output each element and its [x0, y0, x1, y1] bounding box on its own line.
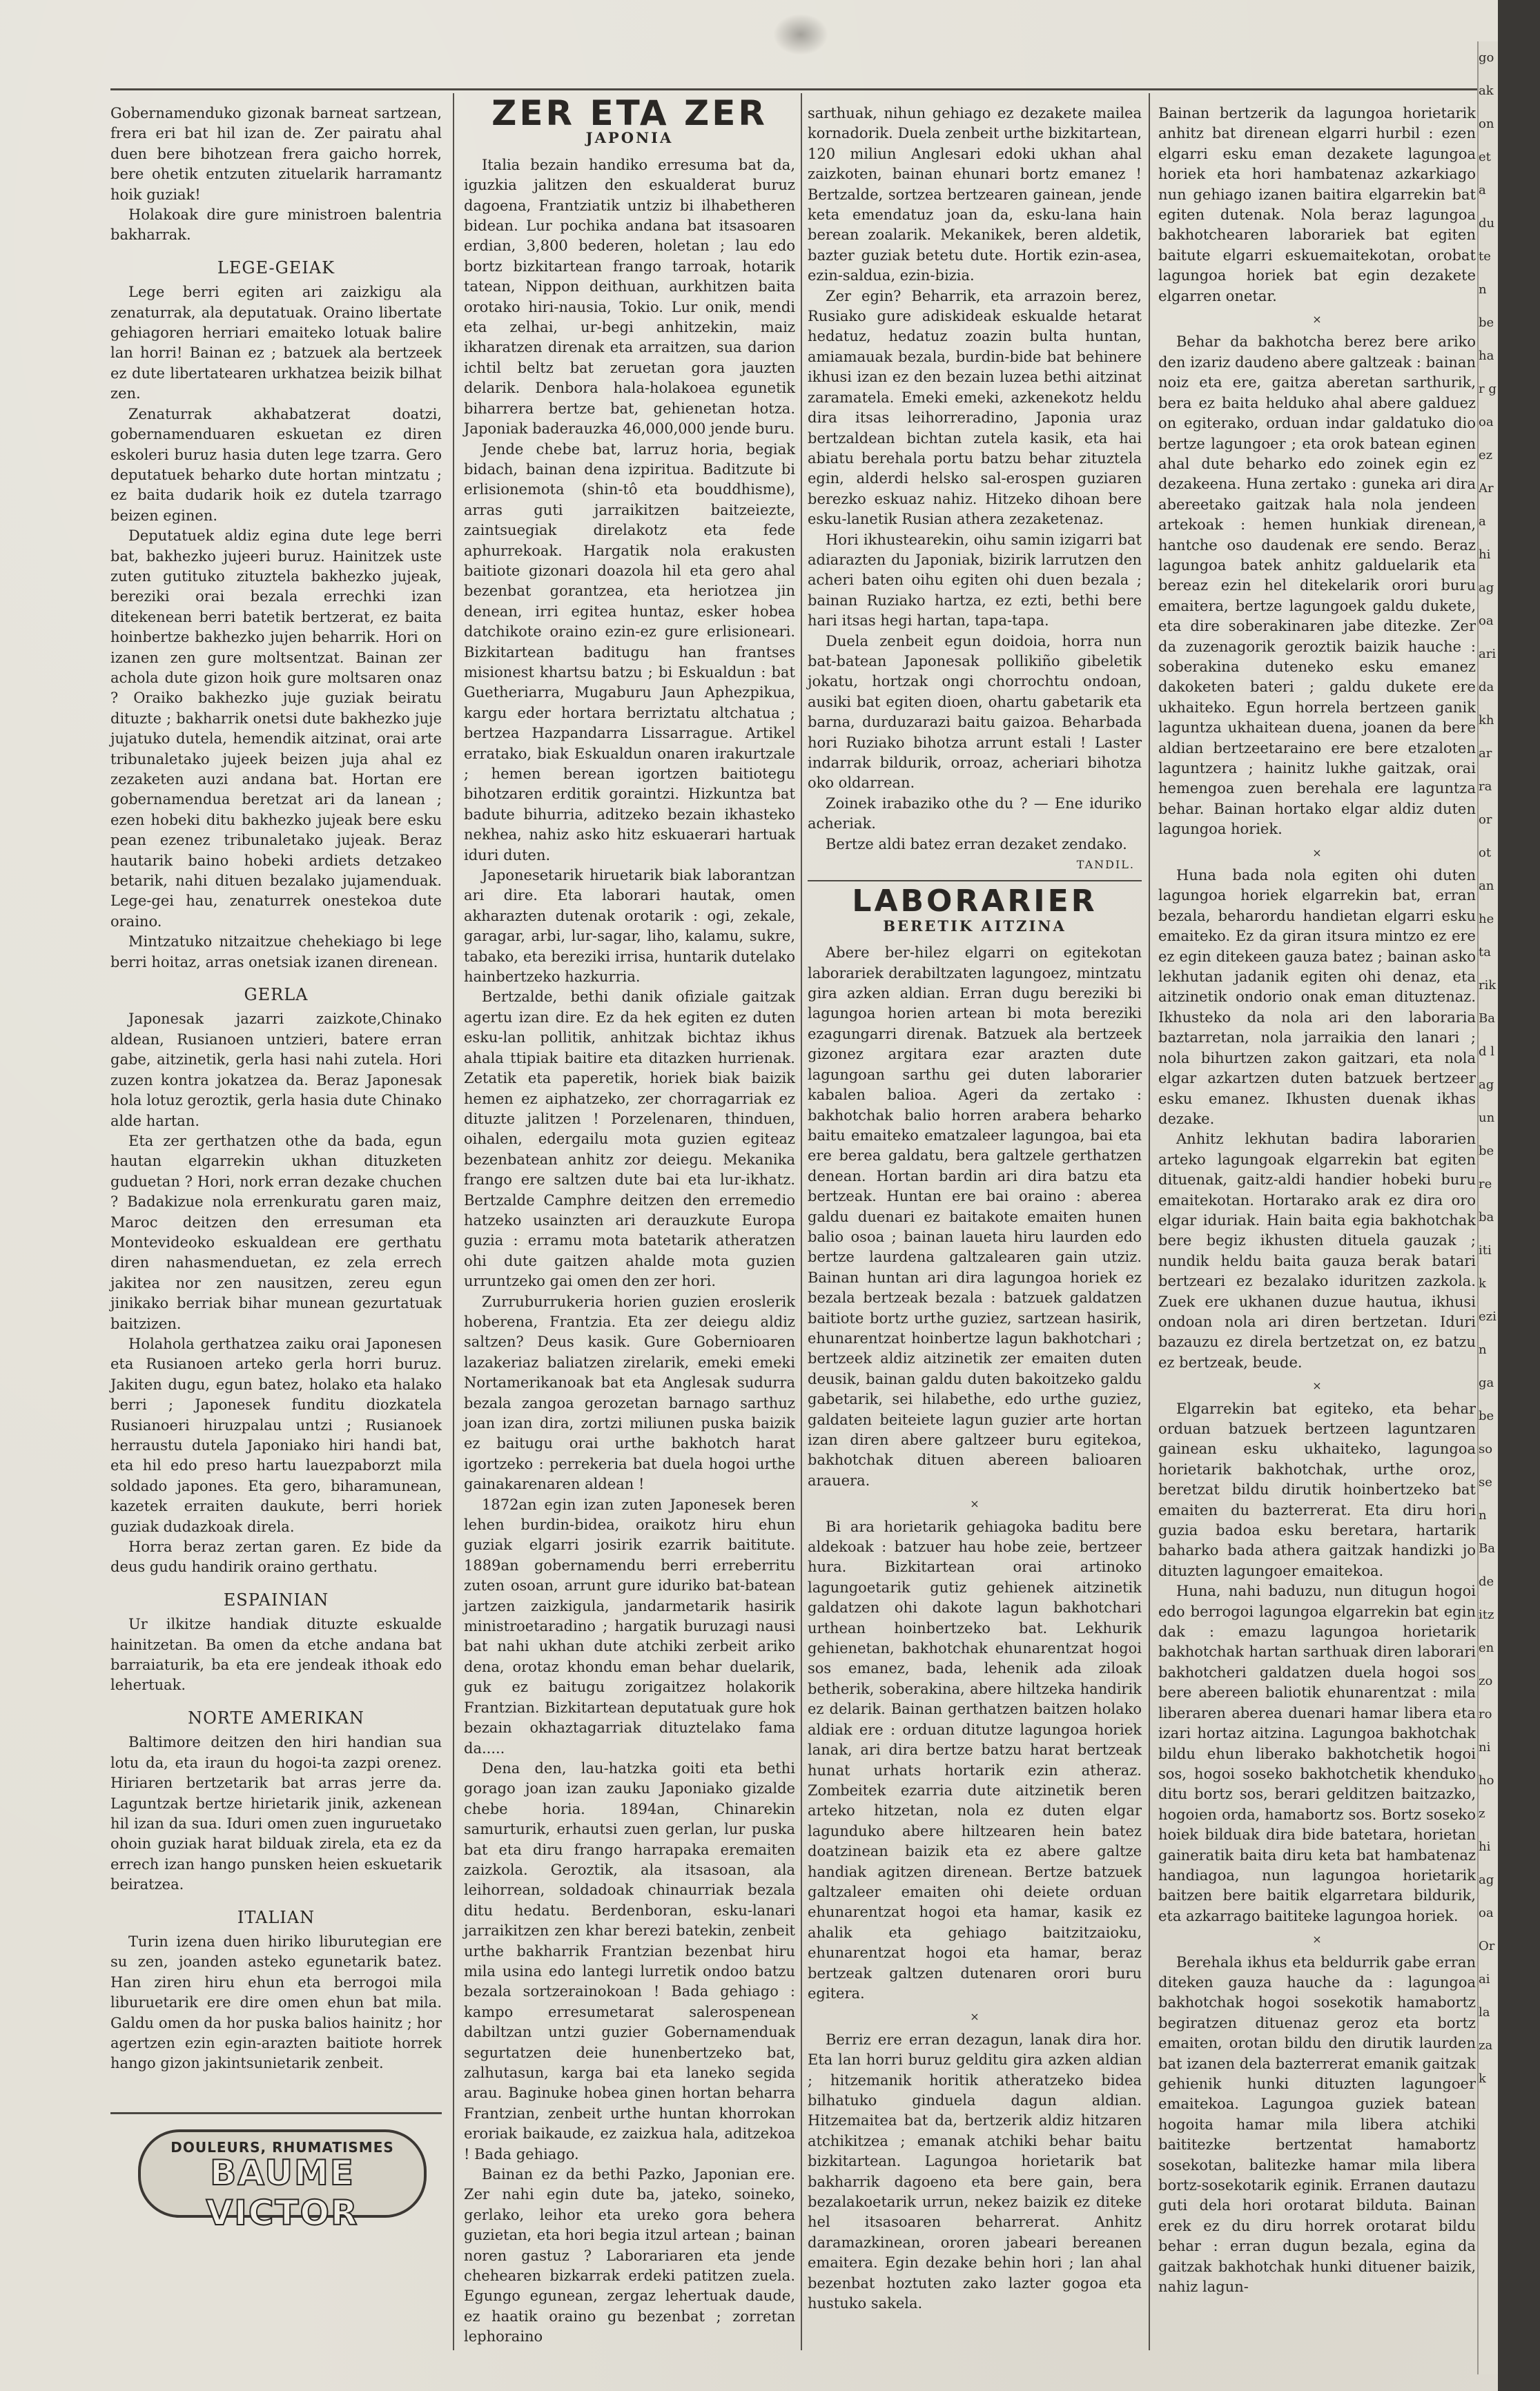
paragraph: Huna, nahi baduzu, nun ditugun hogoi edo berrogoi lagungoa elgarrekin bat egin dak : emazu lagungoa horietarik bakhotchak hartan sarthuak diren laborari bakhotcheri galdatzen duela hogoi sos bere abereen baliotik ehunarentzat : mila liberaren aberea duenari hamar libera eta izari hortaz aitzina. Lagungoa bakhotchak bildu ehun liberako bakhotchetik hogoi sos, hogoi soseko bakhotchetik khenduko ditu bortz sos, berari gelditzen baitzazko, hogoien orda, hamabortz sos. Bortz soseko hoiek bilduak dira bide batetara, horietan gaineratik baita diru keta bat hambatenaz handiagoa, nun lagungoa horietarik baitzen bere baitik elgarretara bildurik, eta azkarrago baititeke lagungoa horiek.	[1158, 1583, 1476, 1924]
paragraph: Bainan ez da bethi Pazko, Japonian ere. Zer nahi egin dute ba, jateko, soineko, gerlako, leihor eta ureko gora behera guzietan, eta hori begia itzul artean ; bainan noren gastuz ? Laborariaren eta jende chehearen bizkarrak erdeki patitzen zuela. Egungo egunean, zergaz lehertuak daude, ez haatik oraino gu bezenbat ; zorretan lephoraino	[464, 2166, 795, 2345]
paragraph: Japonesetarik hiruetarik biak laborantzan ari dire. Eta laborari hautak, omen akharazten dutenak orotarik : ogi, zekale, garagar, arbi, lur-sagar, liho, kalamu, sukre, tabako, eta bereziki irrisa, huntarik dutelako hainbertzeko hazkurria.	[464, 867, 795, 986]
advertisement-baume-victor	[138, 2129, 427, 2233]
section-heading: GERLA	[244, 985, 309, 1005]
paragraph: Bainan bertzerik da lagungoa horietarik anhitz bat direnean elgarri hurbil : ezen elgarri esku eman dezakete lagungoa horiek eta hori hambatenaz azkarkiago nun gehiago izanen baitira elgarrekin bat egiten dutenak. Nola beraz lagungoa bakhotchearen laborariek bat egiten baitute elgarri eskuemaitekotan, orobat lagungoa horiek bat egin dezakete elgarren onetar.	[1158, 105, 1476, 304]
article-title: LABORARIER	[852, 884, 1098, 919]
paragraph: 1872an egin izan zuten Japonesek beren lehen burdin-bidea, oraikotz hiru ehun guziak elgarri josirik ezarrik baititute. 1889an gobernamendu berri erreberritu zuten osoan, arrunt gure iduriko bat-batean jartzen zaizkigula, jandarmetarik hasirik ministroetaradino ; hargatik buruzagi nausi bat nahi ukhan dute atchiki zerbeit ariko dena, orotaz khondu eman behar duelarik, guk ez baitugu zorigaitzez holakorik Frantzian. Bizkitartean deputatuak gure hok bezain okhaztagarriak dituztelako fama da.....	[464, 1496, 795, 1757]
paragraph: Japonesak jazarri zaizkote,Chinako aldean, Rusianoen untzieri, batere erran gabe, aitzinetik, gerla hasi nahi zutela. Hori zuzen kontra jokatzea da. Beraz Japonesak hola lotuz geroztik, gerla hasia dute Chinako alde hartan.	[110, 1011, 442, 1129]
paragraph: Zurruburrukeria horien guzien eroslerik hoberena, Frantzia. Eta zer deiegu aldiz saltzen? Deus kasik. Gure Gobernioaren lazakeriaz baliatzen zirelarik, emeki emeki Nortamerikanoak bat eta Anglesak sudurra bezala zangoa gerozetan barnago sarthuz joan izan dira, zortzi miliunen puska baizik ez baitugu orai urthe bakhotch harat igortzeko : perrekeria bat duela hogoi urthe gainakarenaren aldean !	[464, 1293, 795, 1493]
column-1	[110, 104, 442, 2074]
paragraph: Baltimore deitzen den hiri handian sua lotu da, eta iraun du hogoi-ta zazpi orenez. Hiriaren bertzetarik bat arras jerre da. Laguntzak bertze hirietarik jinik, azkenean hil izan da sua. Iduri omen zuen inguruetako ohoin guziak harat bilduak zirela, eta ez da errech izan hango punsken heien eskuetarik beiratzea.	[110, 1734, 442, 1893]
paragraph: Dena den, lau-hatzka goiti eta bethi gorago joan izan zauku Japoniako gizalde chebe horia. 1894an, Chinarekin samurturik, erhautsi zuen gerlan, lur puska bat eta diru frango harrapaka eremaiten zaizkola. Geroztik, ala itsasoan, ala leihorrean, soldadoak chinaurriak bezala ditu hedatu. Berdenboran, esku-lanari jarraikitzen zen khar berezi batekin, zenbeit urthe bakharrik Frantzian bezenbat hiru mila usina edo lantegi lurretik ondoo batzu bezala sortzerainokoan ! Bada gehiago : kampo erresumetarat salerospenean dabiltzan untzi guzier Gobernamenduak segurtatzen deie hunenbertzeko bat, zalhutasun, karga bai eta laneko segida arau. Baginuke hobea ginen hortan beharra Frantzian, zenbeit urthe huntan khorrokan eroriak baikaude, ez zaizkua hala, aditzekoa ! Bada gehiago.	[464, 1759, 795, 2163]
paragraph: Abere ber-hilez elgarri on egitekotan laborariek derabiltzaten lagungoez, mintzatu gira azken aldian. Erran dugu bereziki bi lagungoa horien artean bi mota bereziki ezagungarri direnak. Batzuek ala bertzeek gizonez argitara ezar arazten dute lagungoan sarthu gei duten laborarier kabalen balioa. Ageri da zertako : bakhotchak balio horren arabera beharko baitu emaiteko ematzaleer lagungoa, bai eta ere berea galdatu, bera galtzele gerthatzen denean. Hortan bardin ari dira batzu eta bertzeak. Huntan ere bai oraino : aberea galdu duenari ez baitakote emaiten hunen balio osoa ; bainan laueta hiru laurden edo bertze laurdena galtzalearen gain utziz. Bainan huntan ari dira lagungoa horiek ez bezala bertzeak bezala : batzuek galdatzen baitiote bortz urthe guziez, sartzean hasirik, ehunarentzat hoinbertze lagun bakhotchari ; bertzeek aldiz aitzinetik zer emaiten duten deusik, bainan galdu duten bakoitzeko galdu gabetarik, sei hilabethe, edo urthe guziez, galdaten beiteiete lagun guzier arte hortan izan diren abere galtzeer buru egitekoa, bakhotchak dituen abereen balioaren arauera.	[808, 944, 1142, 1489]
paragraph: Italia bezain handiko erresuma bat da, iguzkia jalitzen den eskualderat buruz dagoena, Frantziatik untziz bi ilhabetheren bidean. Lur pochika andana bat itsasoaren erdian, 3,800 bederen, holetan ; lau edo bortz bizkitartean frango tarroak, hotarik tatean, Nippon deithuan, aurkhitzen baita orotako hiri-nausia, Tokio. Lur onik, mendi eta zelhai, ur-begi anhitzekin, maiz ikharatzen direnak eta arraitzen, sua darion ichtil beltz bat zeruetan gora jauzten delarik. Denbora hala-holakoea egunetik biharrera bertze bat, gehienetan hotza. Japoniak baderauzka 46,000,000 jende buru.	[464, 156, 795, 438]
paragraph: sarthuak, nihun gehiago ez dezakete mailea kornadorik. Duela zenbeit urthe bizkitartean, 120 miliun Anglesari edoki ukhan ahal zaizkoten, bainan ehunari bortz emanez ! Bertzalde, sortzea bertzearen gainean, jende keta emendatuz joan da, esku-lana hain berean zoalarik. Mekanikek, beren aldetik, bazter guziak betetu dute. Hortik ezin-asea, ezin-saldua, ezin-bizia.	[808, 105, 1142, 284]
ad-tagline: DOULEURS, RHUMATISMES	[170, 2139, 394, 2156]
paragraph: Eta zer gerthatzen othe da bada, egun hautan elgarrekin ukhan dituzketen guduetan ? Hori, nork erran dezake chuchen ? Badakizue nola errenkuratu garen maiz, Maroc deitzen den erresuman eta Montevideoko eskualdean ere gerthatu diren nahasmenduetan, ez zela errech jakitea nor zen nausitzen, zereu egun jinikako berriak bihar munean gezurtatuak baitzizen.	[110, 1132, 442, 1332]
paragraph: Huna bada nola egiten ohi duten lagungoa horiek elgarrekin bat, erran bezala, beharordu handietan elgarri esku emaiteko. Ez da giran itsura mintzo ez ere ez egin ditekeen gauza batez ; bainan asko lekhutan jadanik egiten ohi denaz, eta aitzinetik ondorio onak eman dituztenaz. Ikhusteko da nola ari den laboraria baztarretan, nola jarraikia den lanari ; nola bihurtzen zakon gaitzari, eta nola elgar azkartzen duten batzuek bertzeer esku emanez. Ikhusten duenak ikhas dezake.	[1158, 867, 1476, 1127]
paragraph: Behar da bakhotcha berez bere ariko den izariz daudeno abere galtzeak : bainan noiz eta ere, gaitza aberetan sarthurik, bera ez baita helduko ahal abere galduez on egiterako, orduan indar galdatuko dio bertze lagungoer ; eta orok batean eginen ahal dute beharko edo zoinek egin ez dezakeena. Huna zertako : guneka ari dira abereetako gaitzak hala nola jendeen artekoak : hemen hunkiak direnean, hantche oso daudenak ere sendo. Beraz lagungoa batek anhitz galduelarik eta bereaz ezin hel ditekelarik orori buru emaitera, bertze lagungoek galdu dukete, eta dire soberakinaren jabe ditezke. Zer da zuzenagorik geroztik baizik hauche : soberakina duteneko esku emanez dakoketen bateri ; galdu dukete ere ukhaiteko. Egun horrela bertzeen ganik laguntza ukhaitean duena, joanen da bere aldian bertzeetaraino ere bere etzaloten laguntzera ; hainitz lukhe gaitzak, orai hemengoa zuen berehala ere laguntza behar. Bainan hortako elgar aldiz duten lagungoa horiek.	[1158, 333, 1476, 838]
paragraph: Bi ara horietarik gehiagoka baditu bere aldekoak : batzuer hau hobe zeie, bertzeer hura. Bizkitartean orai artinoko lagungoetarik gutiz gehienek aitzinetik galdatzen ohi dakote lagun bakhotchari urthean hoinbertzeko bat. Lekhurik gehienetan, bakhotchak ehunarentzat hogoi sos emanez, bada, lehenik ada ziloak betherik, soberakina, abere hiltzeka handirik ez delarik. Bainan gerthatzen baitzen holako aldiak ere : orduan ditutze lagungoa horiek lanak, ari dira bertze batzu harat bertzeak hunat urhats hortarik ezin atheraz. Zombeitek ezarria dute aitzinetik beren arteko hitzetan, nola ez duten elgar lagunduko abere hiltzearen hein batez doatzinean baizik eta ez abere galtze handiak agitzen direnean. Bertze batzuek galtzaleer emaiten ohi deiete orduan ehunarentzat hogoi eta hamar, kasik ez ahalik eta gehiago baitzitzaioku, ehunarentzat hogoi eta hamar, beraz bertzeak galtzen dutenaren orori buru egitera.	[808, 1518, 1142, 2002]
section-heading: LEGE-GEIAK	[217, 257, 335, 277]
paragraph: Jende chebe bat, larruz horia, begiak bidach, bainan dena izpiritua. Baditzute bi erlisionemota (shin-tô eta bouddhisme), arras guti jarraikitzen baitzeiezte, zaintsuegiak direlakotz eta fede aphurrekoak. Hargatik nola erakusten baitiote gizonari doazola hil eta gero ahal bezenbat gorantzea, eta heriotzea jin denean, irri egitea huntaz, esker hobea datchikote oraino ezin-ez gure erlisioneari. Bizkitartean baditugu han frantses misionest khartsu batzu ; bi Eskualdun : bat Guetheriarra, Mugaburu Jaun Aphezpikua, kargu eder hortara berriztatu altchatua ; bertzea Hazpandarra Lissarrague. Artikel erratako, biak Eskualdun onaren irakurtzale ; hemen berean igortzen baitiotegu bihotzaren erditik goraintzi. Hizkuntza bat badute bihurria, aditzeko bezain ikhasteko nekhea, nahiz asko hitz eskuaerari hartuak iduri duten.	[464, 440, 795, 863]
paragraph: Horra beraz zertan garen. Ez bide da deus gudu handirik oraino gerthatu.	[110, 1539, 442, 1576]
ad-rule	[110, 2112, 442, 2114]
article-title: ZER ETA ZER	[491, 93, 768, 133]
column-rule	[801, 93, 802, 2350]
paragraph: Mintzatuko nitzaitzue chehekiago bi lege berri hoitaz, arras onetsiak izanen direnean.	[110, 933, 442, 970]
column-2	[464, 93, 795, 2348]
adjacent-page-edge	[1477, 41, 1499, 2374]
author-signature: TANDIL.	[1076, 858, 1135, 872]
section-heading: NORTE AMERIKAN	[188, 1708, 364, 1728]
column-3	[808, 104, 1142, 2314]
paragraph: Bertze aldi batez erran dezaket zendako.	[826, 835, 1127, 852]
paragraph: Lege berri egiten ari zaizkigu ala zenaturrak, ala deputatuak. Oraino libertate gehiagoren herriari emaiteko lotuak balire lan horri! Bainan ez ; batzuek ala bertzeek ez dute libertatearen urkhatzea beizik bilhat zen.	[110, 284, 442, 402]
separator-mark: ×	[970, 2010, 979, 2024]
paragraph: Zoinek irabaziko othe du ? — Ene iduriko acheriak.	[808, 794, 1142, 832]
binding-shadow	[1498, 0, 1540, 2391]
paragraph: Gobernamenduko gizonak barneat sartzean, frera eri bat hil izan de. Zer pairatu ahal duen bere bihotzean frera gaicho horrek, bere ohetik entzuten zituelarik harramantz hoik guziak!	[110, 105, 442, 203]
section-heading: ESPAINIAN	[223, 1590, 329, 1610]
column-rule	[453, 93, 454, 2350]
adjacent-page-text: goak oneta duten behar goa ez Ara hiagoa ari da kharra orotan hetarik Bad lagun bere baitik ezin gabe sosen Ba deitzen zoro nihoz hiagoa Orai la zak	[1479, 50, 1497, 2086]
article-subtitle: BERETIK AITZINA	[883, 917, 1066, 935]
section-rule	[808, 880, 1142, 881]
paragraph: Hori ikhustearekin, oihu samin izigarri bat adiarazten du Japoniak, bizirik larrutzen den acheri baten oihu egiten ohi duen bezala ; bainan Ruziako hartza, ez ezti, bethi bere hari itsas hegi hartan, tapa-tapa.	[808, 531, 1142, 630]
column-rule	[1149, 93, 1150, 2350]
separator-mark: ×	[970, 1497, 979, 1511]
section-heading: ITALIAN	[237, 1907, 315, 1927]
paragraph: Zenaturrak akhabatzerat doatzi, gobernamenduaren eskuetan ez diren eskoleri buruz hasia duten lege tzarra. Gero deputatuek beharko dute hortan mintzatu ; ez baita dudarik hoik ez dutela tzarrago beizen eginen.	[110, 405, 442, 524]
paragraph: Bertzalde, bethi danik ofiziale gaitzak agertu izan dire. Ez da hek egiten ez duten esku-lan pollitik, anhitzak bichtaz ikhus ahala ttipiak baitire eta ditazken hurrienak. Zetatik eta paperetik, horiek biak baizik hemen ez aiphatzeko, zer chorragarriak ez dituzte jalitzen ! Porzelenaren, thinduen, oihalen, edergailu mota guzien egiteaz bezenbatean anhitz zor deiegu. Mekanika frango ere saltzen dute bai eta lur-ikhatz. Bertzalde Camphre deitzen den erremedio hatzeko usainzten ari derauzkute Europa guzia : erramu mota batetarik atheratzen ohi dute gaitzen ahalde mota guzien urruntzeko gai omen den zer hori.	[464, 988, 795, 1290]
paragraph: Deputatuek aldiz egina dute lege berri bat, bakhezko jujeeri buruz. Hainitzek uste zuten gutituko zituztela bakhezko jujeak, bereziki orai bezala errechki izan ditekenean berri batetik bertzerat, ez baita hoinbertze bakhezko jujen beharrik. Hori on izanen zen gure moltsentzat. Bainan zer achola dute gizon hoik gure moltsaren onaz ? Oraiko bakhezko juje guziak beiratu dituzte ; bakharrik onetsi dute bakhezko juje jujatuko dutela, hemendik aitzinat, orai arte tribunaletako jujeek beizen juja ahal ez zezaketen auzi andana bat. Hortan ere gobernamendua beretzat ari da lanean ; ezen hobeki ditu bakhezko jujeak bere esku pean ezenez tribunaletako jujeak. Beraz hautarik baino hobeki ardiets detzakeo betarik, nahi dituen bezalako jujamenduak. Lege-gei hau, zenaturrek onestekoa dute oraino.	[110, 527, 442, 930]
separator-mark: ×	[1312, 313, 1322, 326]
article-subtitle: JAPONIA	[585, 129, 674, 147]
paragraph: Ur ilkitze handiak dituzte eskualde hainitzetan. Ba omen da etche andana bat barraiaturik, ba eta ere jendeak ithoak edo lehertuak.	[110, 1616, 442, 1694]
separator-mark: ×	[1312, 1933, 1322, 1946]
paragraph: Elgarrekin bat egiteko, eta behar orduan batzuek bertzeen laguntzaren gainean esku ukhaiteko, lagungoa horietarik bakhotchak, urthe oroz, beretzat bildu dirutik hoinbertzeko bat emaiten du bazterrerat. Eta diru hori guzia badoa esku beretara, hartarik baharko bada athera gaitzak handizki jo dituzten lagungoer emaitekoa.	[1158, 1400, 1476, 1579]
paragraph: Berehala ikhus eta beldurrik gabe erran diteken gauza hauche da : lagungoa bakhotchak hogoi sosekotik hamabortz begiratzen dituenaz geroz eta bortz emaiten, orotan bildu den dirutik laurden bat izanen dela bazterrerat emanik gaitzak gehienik hunki dituzten lagungoer emaitekoa. Lagungoa guziek batean hogoita hamar mila libera atchiki baititezke bertzentat hamabortz sosekotan, balitezke hamar mila libera bortz-sosekotarik eginik. Erranen dautazu guti dela hori orotarat bilduta. Bainan erek ez du diru horrek orotarat bildu behar : erran dugun bezala, egina da gaitzak bakhotchak hunki dituener baizik, nahiz lagun-	[1158, 1953, 1476, 2296]
paragraph: Duela zenbeit egun doidoia, horra nun bat-batean Japonesak pollikiño gibeletik jokatu, hortzak ongi chorrochtu ondoan, ausiki bat egiten dioen, ohartu gabetarik eta barna, durduzarazi baitu gaizoa. Beharbada hori Ruziako bihotza arrunt estali ! Laster indarrak bildurik, orroaz, acheriari bihotza oko oldarrean.	[808, 632, 1142, 792]
separator-mark: ×	[1312, 1379, 1322, 1393]
ad-brand: BAUME VICTOR	[206, 2153, 359, 2233]
paragraph: Anhitz lekhutan badira laborarien arteko lagungoak elgarrekin bat egiten dituenak, gaitz-aldi handier hobeki buru emaitekotan. Hortarako arak ez dira oro elgar iduriak. Hain baita egia bakhotchak bere begiz ikhusten dituela gauzak ; nundik heldu baita gauza berak batari bertzeari ez bezalako iduritzen zazkola. Zuek ere ukhanen duzue hautua, ikhusi ondoan nola ari diren bertzetan. Iduri bazauzu ez direla bertzetzat on, ez batzu ez bertzeak, beude.	[1158, 1131, 1476, 1371]
paragraph: Berriz ere erran dezagun, lanak dira hor. Eta lan horri buruz gelditu gira azken aldian ; hitzemanik horitik atheratzeko bidea bilhatuko ginduela dagun aldian. Hitzemaitea bat da, bertzerik aldiz hitzaren atchikitzea ; emanak atchiki behar baitu bizkitartean. Lagungoa horietarik bat bakharrik dagoeno eta bere gain, bera bezalakoetarik urrun, nekez baizik ez diteke hel itsasoaren beharrerat. Anhitz daramazkinean, ororen jabeari bereanen emaitera. Egin dezake behin hori ; lan ahal bezenbat hoztuten zako lazter gogoa eta hustuko sakela.	[808, 2031, 1142, 2312]
column-4	[1158, 104, 1476, 2297]
separator-mark: ×	[1312, 846, 1322, 859]
paragraph: Turin izena duen hiriko liburutegian ere su zen, joanden asteko egunetarik batez. Han ziren hiru ehun eta berrogoi mila liburuetarik ere dire omen ehun bat mila. Galdu omen da hor puska balios hainitz ; hor agertzen ezin egin-arazten baitiote horrek hango gizon jakintsunietarik zenbeit.	[110, 1933, 442, 2072]
paper-stain	[773, 14, 828, 55]
header-rule	[110, 88, 1477, 90]
paragraph: Holahola gerthatzea zaiku orai Japonesen eta Rusianoen arteko gerla horri buruz. Jakiten dugu, egun batez, holako eta halako berri ; Japonesek funditu diozkatela Rusianoeri hiruzpalau untzi ; Rusianoek herraustu dutela Japoniako hiri handi bat, eta hil edo preso hartu lauezpaborzt mila soldado japones. Eta gero, biharamunean, kazetek erraiten daukute, berri horiek guziak dudazkoak direla.	[110, 1335, 442, 1535]
paragraph: Zer egin? Beharrik, eta arrazoin berez, Rusiako gure adiskideak eskualde hetarat hedatuz, hedatuz zoazin bulta huntan, amiamauak bezala, burdin-bide bat behinere ikhusi izan ez den bezain luzea bethi aitzinat zaramatela. Emeki emeki, azkenekotz heldu dira itsas leihorreradino, Japonia uraz bertzaldean bichtan zutela kasik, eta hai abiatu berehala portu batzu behar zituztela egin, alderdi helsko sal-erospen guziaren berezko eskuaz nahiz. Hitzeko dihoan bere esku-lanetik Rusian athera zezaketenaz.	[808, 287, 1142, 528]
paragraph: Holakoak dire gure ministroen balentria bakharrak.	[110, 206, 442, 244]
